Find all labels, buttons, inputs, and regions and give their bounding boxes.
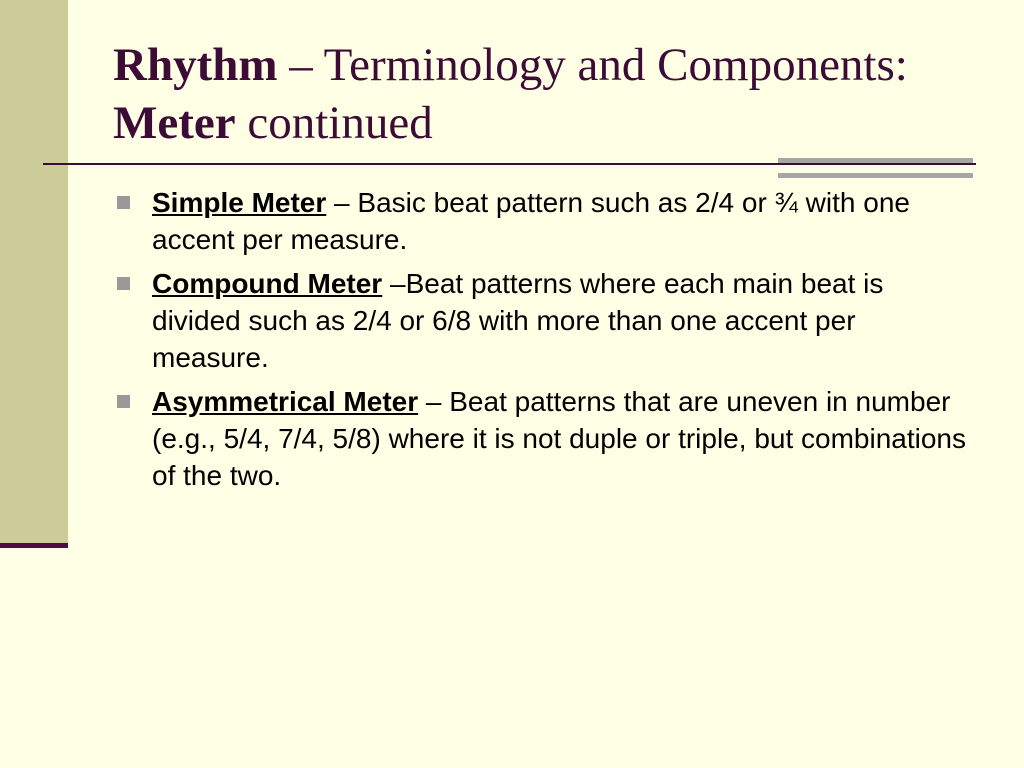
term-simple-meter: Simple Meter: [152, 187, 327, 218]
bullet-item-asymmetrical-meter: [113, 383, 973, 494]
definition-asymmetrical-meter: – Beat patterns that are uneven in number (e.g., 5/4, 7/4, 5/8) where it is not duple or triple, but combinations of the two.: [152, 386, 966, 491]
term-compound-meter: Compound Meter: [152, 268, 383, 299]
slide-title: [113, 36, 993, 152]
title-terminology: – Terminology and Components:: [277, 39, 908, 91]
square-bullet-icon: [117, 277, 130, 290]
bullet-list: [113, 184, 973, 501]
title-divider-accent-bottom: [778, 173, 973, 178]
square-bullet-icon: [117, 196, 130, 209]
left-accent-bar: [0, 0, 68, 548]
term-asymmetrical-meter: Asymmetrical Meter: [152, 386, 419, 417]
bullet-item-compound-meter: [113, 265, 973, 376]
left-accent-line: [0, 543, 68, 548]
title-meter: Meter: [113, 97, 236, 149]
square-bullet-icon: [117, 395, 130, 408]
definition-simple-meter: – Basic beat pattern such as 2/4 or ¾ with one accent per measure.: [152, 187, 910, 255]
title-rhythm: Rhythm: [113, 39, 278, 91]
title-continued: continued: [235, 97, 433, 149]
title-divider-accent-top: [778, 158, 973, 163]
definition-compound-meter: –Beat patterns where each main beat is divided such as 2/4 or 6/8 with more than one accent per measure.: [152, 268, 884, 373]
bullet-item-simple-meter: [113, 184, 973, 258]
title-divider: [43, 163, 976, 165]
